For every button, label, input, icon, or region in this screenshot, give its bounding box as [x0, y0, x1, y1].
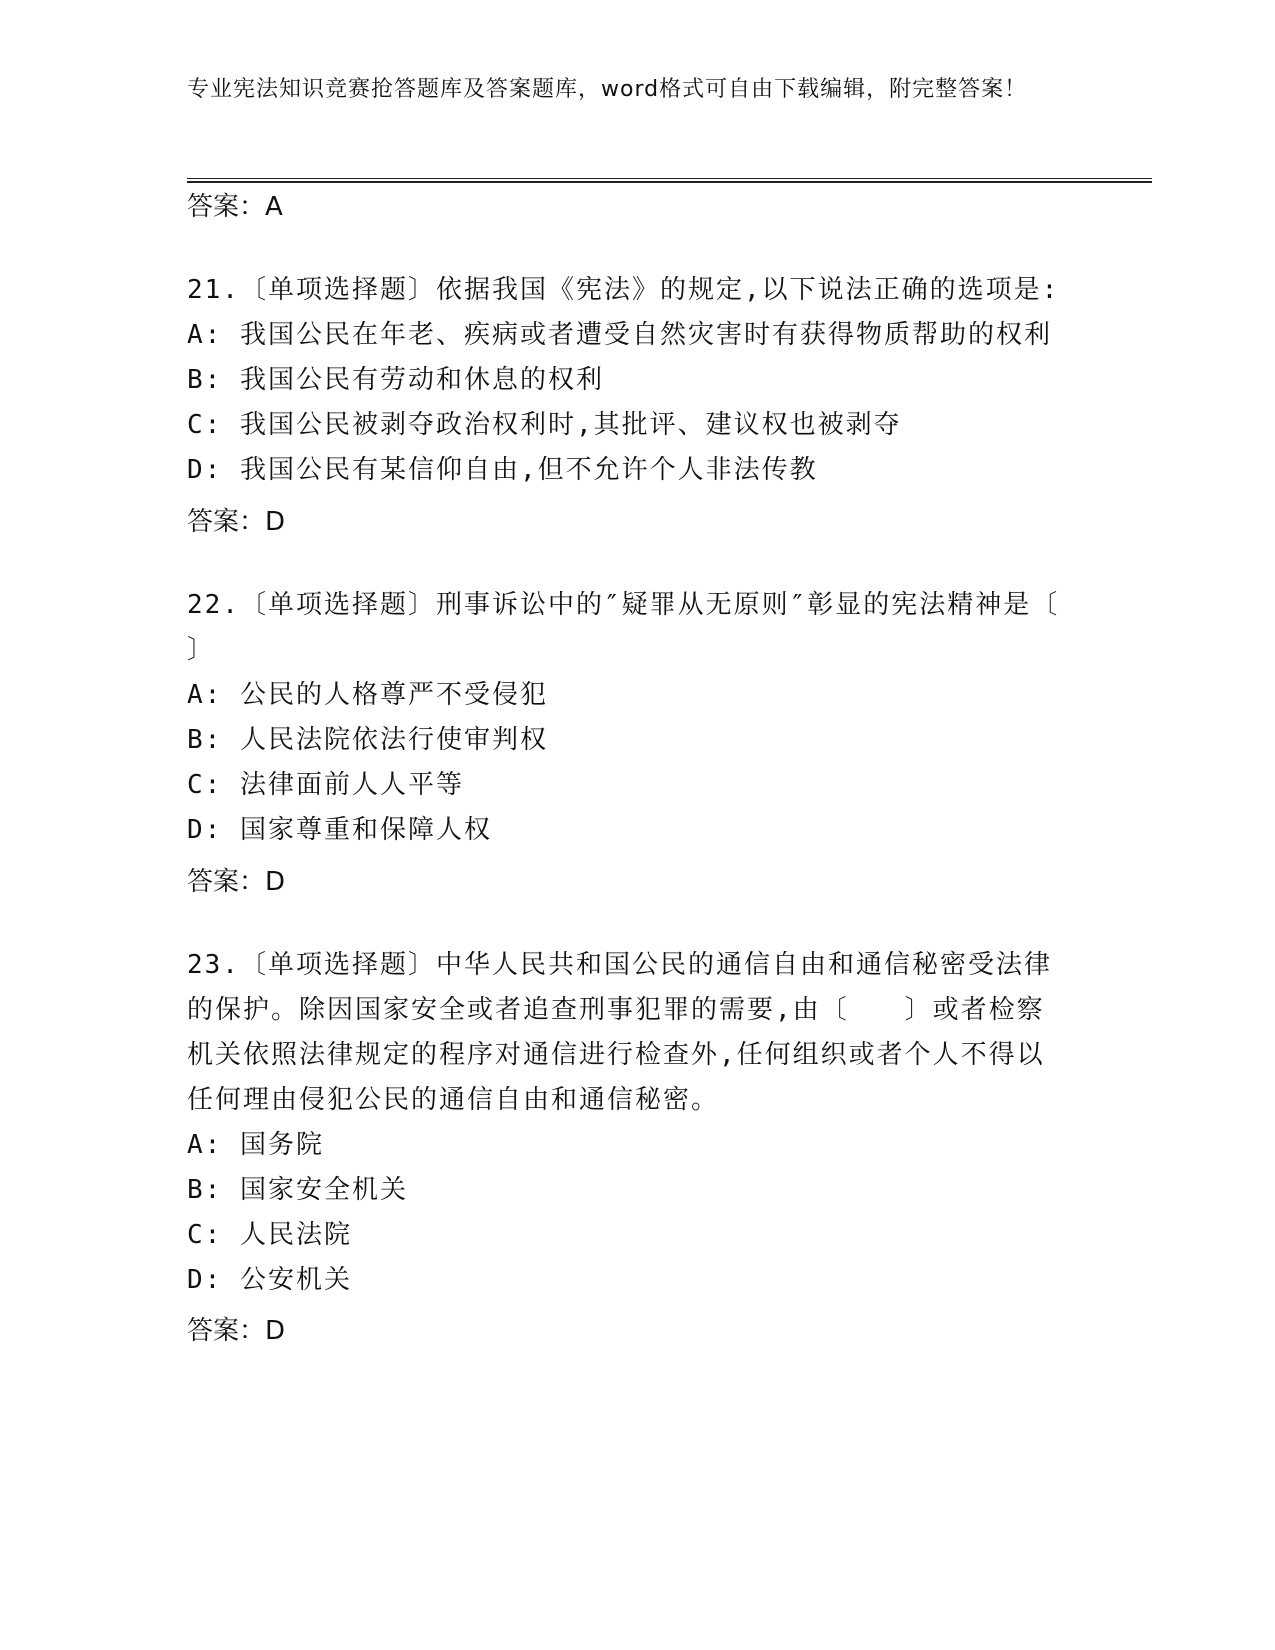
option-a: A: 我国公民在年老、疾病或者遭受自然灾害时有获得物质帮助的权利 [187, 320, 1052, 350]
option-c: C: 人民法院 [187, 1220, 352, 1250]
question-21 [187, 268, 1067, 493]
option-c: C: 法律面前人人平等 [187, 770, 464, 800]
option-b: B: 国家安全机关 [187, 1175, 408, 1205]
question-text: 22.〔单项选择题〕刑事诉讼中的″疑罪从无原则″彰显的宪法精神是〔 〕 [187, 590, 1116, 665]
question-text: 21.〔单项选择题〕依据我国《宪法》的规定,以下说法正确的选项是: [187, 275, 1060, 305]
header-rule-thin [187, 178, 1152, 179]
option-d: D: 我国公民有某信仰自由,但不允许个人非法传教 [187, 455, 818, 485]
document-header: 专业宪法知识竞赛抢答题库及答案题库，word格式可自由下载编辑，附完整答案！ [187, 77, 1028, 102]
answer-previous: 答案：A [187, 192, 283, 222]
header-double-rule [187, 178, 1152, 183]
option-c: C: 我国公民被剥夺政治权利时,其批评、建议权也被剥夺 [187, 410, 902, 440]
question-23 [187, 943, 1067, 1303]
answer-23: 答案：D [187, 1316, 286, 1346]
option-b: B: 人民法院依法行使审判权 [187, 725, 548, 755]
answer-22: 答案：D [187, 867, 286, 897]
header-rule-thick [187, 181, 1152, 183]
option-a: A: 国务院 [187, 1130, 324, 1160]
option-d: D: 国家尊重和保障人权 [187, 815, 492, 845]
option-b: B: 我国公民有劳动和休息的权利 [187, 365, 604, 395]
question-text: 23.〔单项选择题〕中华人民共和国公民的通信自由和通信秘密受法律的保护。除因国家安全或者追查刑事犯罪的需要,由〔 〕或者检察机关依照法律规定的程序对通信进行检查外,任何组织或者个人不得以任何理由侵犯公民的通信自由和通信秘密。 [187, 950, 1052, 1115]
question-22 [187, 583, 1116, 853]
option-d: D: 公安机关 [187, 1265, 352, 1295]
option-a: A: 公民的人格尊严不受侵犯 [187, 680, 548, 710]
answer-21: 答案：D [187, 507, 286, 537]
